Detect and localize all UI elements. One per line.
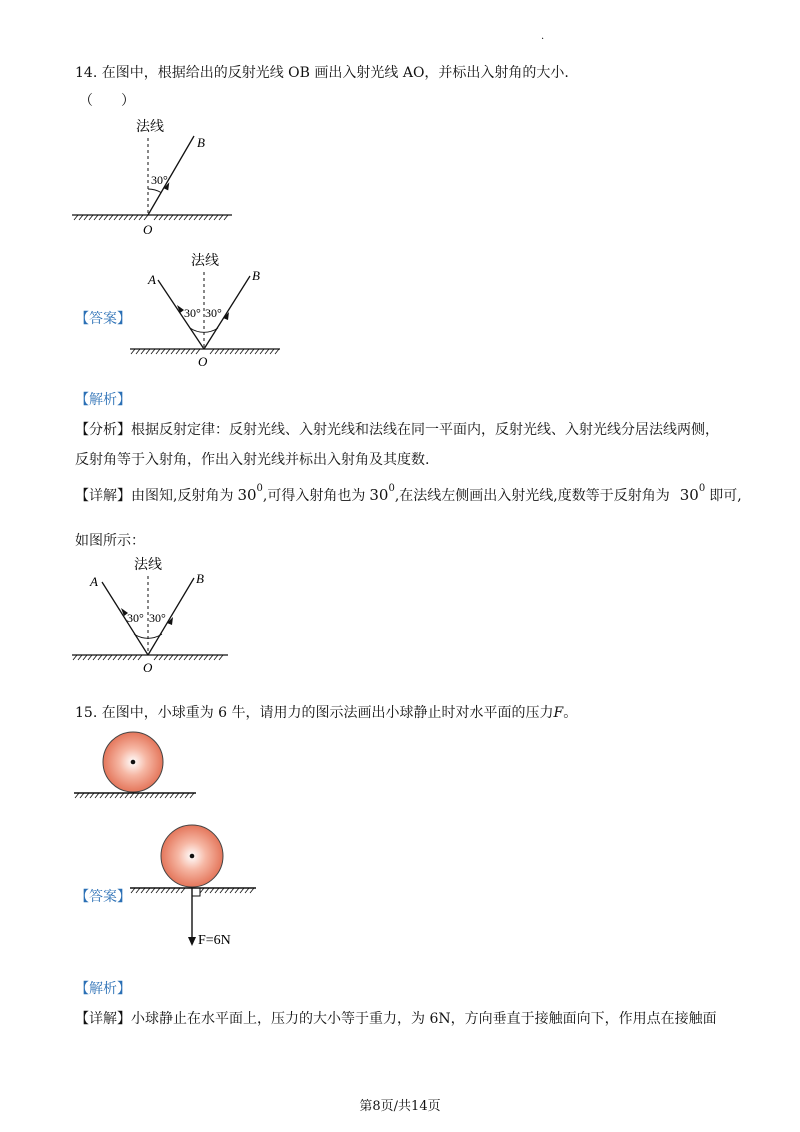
ground-hatch bbox=[75, 793, 194, 798]
q15-question bbox=[75, 704, 577, 722]
q14-answer-label: 【答案】 bbox=[75, 311, 131, 327]
q14-xiangjie-line2: 如图所示： bbox=[75, 533, 145, 549]
q14-analysis-label: 【解析】 bbox=[75, 392, 131, 408]
force-label: F=6N bbox=[198, 933, 231, 948]
q15-answer-figure bbox=[128, 820, 268, 955]
header-dot: . bbox=[541, 31, 545, 42]
angle-label: 30° bbox=[151, 173, 168, 187]
q14-question bbox=[75, 64, 569, 82]
label-o: O bbox=[198, 354, 208, 369]
q15-number: 15. bbox=[75, 705, 98, 721]
q15-answer-label: 【答案】 bbox=[75, 889, 131, 905]
q14-detail-figure bbox=[70, 552, 240, 674]
xiangjie-part3: ,在法线左侧画出入射光线,度数等于反射角为 bbox=[394, 488, 670, 504]
label-b: B bbox=[196, 571, 204, 586]
ground-hatch bbox=[74, 215, 228, 220]
q15-xiangjie-text: 小球静止在水平面上，压力的大小等于重力，为 6N，方向垂直于接触面向下，作用点在接触面 bbox=[131, 1011, 717, 1027]
label-a: A bbox=[90, 574, 98, 589]
label-o: O bbox=[143, 660, 153, 674]
sup-a: 0 bbox=[256, 483, 263, 494]
label-o: O bbox=[143, 222, 153, 237]
q14-number: 14. bbox=[75, 65, 98, 81]
sup-c: 0 bbox=[698, 483, 706, 494]
q15-figure bbox=[72, 728, 202, 806]
q14-answer-figure bbox=[128, 250, 288, 370]
label-b: B bbox=[252, 268, 260, 283]
angle-left-label: 30° bbox=[127, 611, 144, 625]
q15-xiangjie-label: 【详解】 bbox=[75, 1011, 131, 1027]
label-b: B bbox=[197, 135, 205, 150]
q15-question-end: 。 bbox=[563, 705, 578, 721]
normal-label: 法线 bbox=[134, 558, 162, 573]
angle-arc bbox=[148, 189, 161, 193]
q14-question-text: 在图中，根据给出的反射光线 OB 画出入射光线 AO，并标出入射角的大小. bbox=[101, 65, 569, 81]
q14-xiangjie-line1 bbox=[75, 483, 742, 507]
q14-fenxi-line1 bbox=[75, 421, 719, 439]
q15-question-text: 在图中，小球重为 6 牛，请用力的图示法画出小球静止时对水平面的压力 bbox=[101, 705, 554, 721]
xiangjie-part1: 由图知,反射角为 bbox=[131, 488, 234, 504]
force-scale-box bbox=[192, 888, 200, 896]
q14-blank: （ ） bbox=[79, 93, 135, 109]
normal-label: 法线 bbox=[136, 120, 164, 135]
q14-figure bbox=[70, 112, 240, 238]
force-arrow-head bbox=[188, 937, 196, 946]
angle-right-label: 30° bbox=[205, 306, 222, 320]
fenxi-label: 【分析】 bbox=[75, 422, 131, 438]
value-30-a: 30 bbox=[237, 486, 257, 504]
page-number: 第8页/共14页 bbox=[359, 1099, 441, 1114]
xiangjie-part2: ,可得入射角也为 bbox=[262, 488, 366, 504]
q15-xiangjie-line bbox=[75, 1010, 717, 1028]
sup-b: 0 bbox=[388, 483, 395, 494]
ball-center bbox=[131, 760, 136, 765]
label-a: A bbox=[148, 272, 156, 287]
q15-analysis-label: 【解析】 bbox=[75, 981, 131, 997]
normal-label: 法线 bbox=[191, 254, 219, 269]
ball-center bbox=[190, 854, 195, 859]
q14-fenxi-line2: 反射角等于入射角，作出入射光线并标出入射角及其度数. bbox=[75, 452, 430, 468]
fenxi-text-1: 根据反射定律：反射光线、入射光线和法线在同一平面内，反射光线、入射光线分居法线两侧， bbox=[131, 422, 719, 438]
xiangjie-label: 【详解】 bbox=[75, 488, 131, 504]
angle-left-label: 30° bbox=[184, 306, 201, 320]
value-30-c: 30 bbox=[679, 486, 699, 504]
xiangjie-part4: 即可, bbox=[709, 488, 742, 504]
q15-question-var: F bbox=[553, 705, 564, 721]
value-30-b: 30 bbox=[369, 486, 389, 504]
angle-right-label: 30° bbox=[149, 611, 166, 625]
